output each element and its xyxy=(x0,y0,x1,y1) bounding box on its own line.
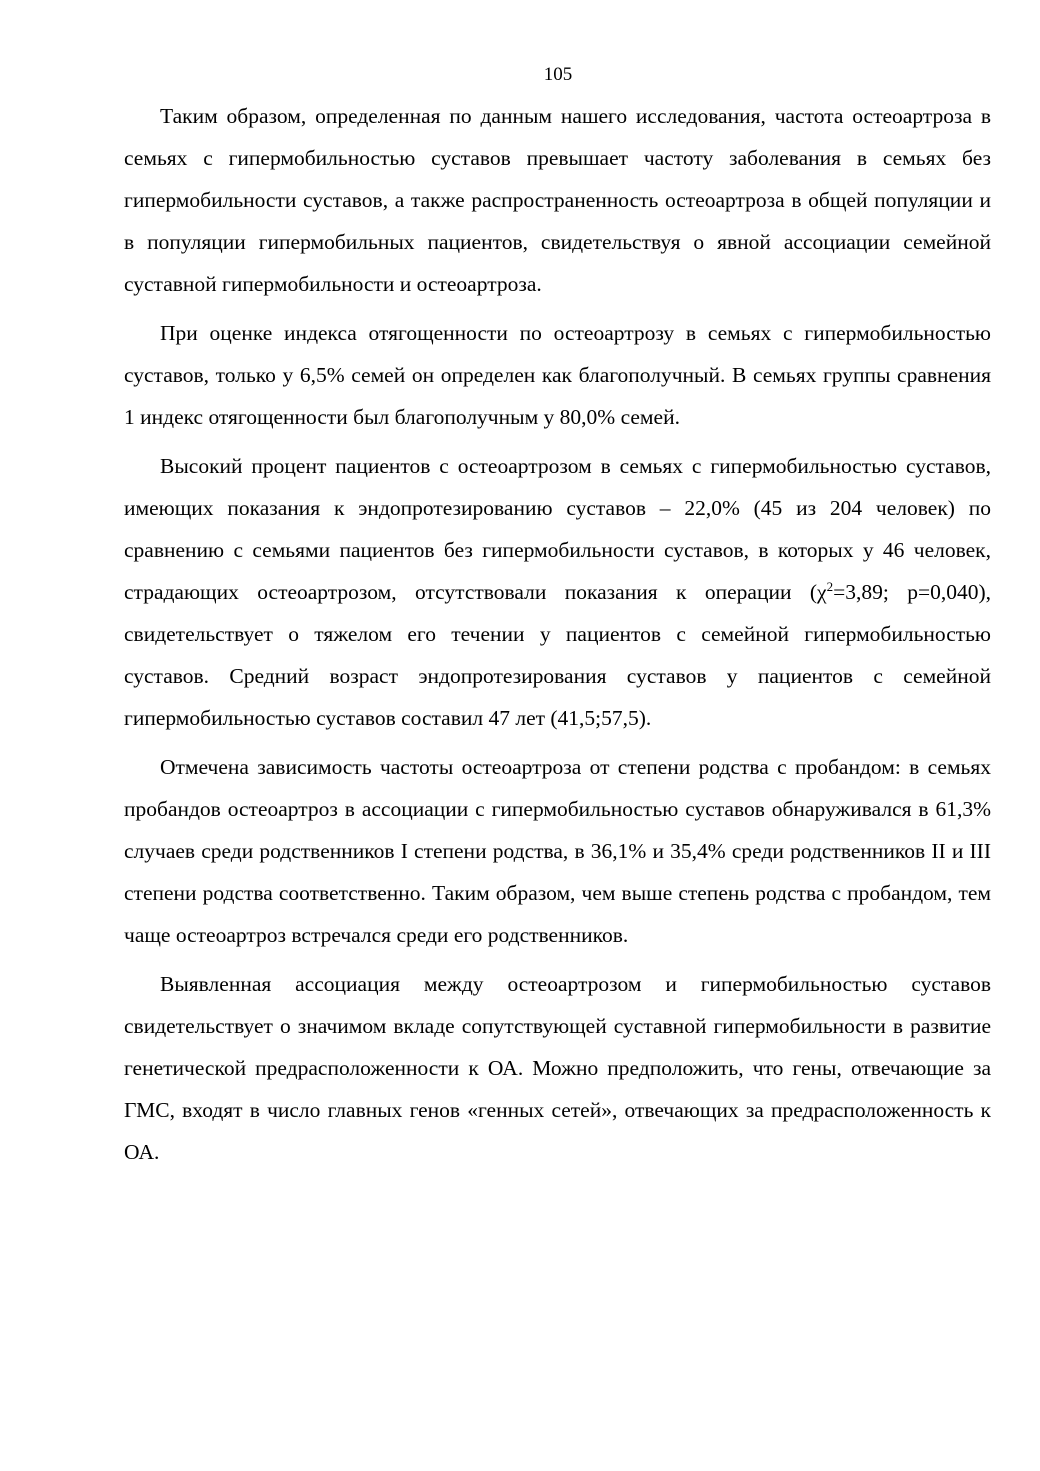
paragraph-endoprosthesis-text-before: Высокий процент пациентов с остеоартрозом в семьях с гипермобильностью суставов, имеющих показания к эндопротезированию суставов – 22,0% (45 из 204 человек) по сравнению с семьями пациентов без гипермобильности суставов, в которых у 46 человек, страдающих остеоартрозом, отсутствовали показания к операции (χ xyxy=(124,454,991,604)
paragraph-genetic-association: Выявленная ассоциация между остеоартрозом и гипермобильностью суставов свидетельствует о значимом вкладе сопутствующей суставной гипермобильности в развитие генетической предрасположенности к ОА. Можно предположить, что гены, отвечающие за ГМС, входят в число главных генов «генных сетей», отвечающих за предрасположенность к ОА. xyxy=(124,972,991,1164)
document-body xyxy=(124,95,991,1180)
paragraph-burden-index: При оценке индекса отягощенности по остеоартрозу в семьях с гипермобильностью суставов, только у 6,5% семей он определен как благополучный. В семьях группы сравнения 1 индекс отягощенности был благополучным у 80,0% семей. xyxy=(124,321,991,429)
paragraph-conclusion-frequency: Таким образом, определенная по данным нашего исследования, частота остеоартроза в семьях с гипермобильностью суставов превышает частоту заболевания в семьях без гипермобильности суставов, а также распространенность остеоартроза в общей популяции и в популяции гипермобильных пациентов, свидетельствуя о явной ассоциации семейной суставной гипермобильности и остеоартроза. xyxy=(124,104,991,296)
page-number: 105 xyxy=(543,64,573,85)
chi-square-superscript: 2 xyxy=(826,579,834,594)
paragraph-kinship-degree: Отмечена зависимость частоты остеоартроза от степени родства с пробандом: в семьях пробандов остеоартроз в ассоциации с гипермобильностью суставов обнаруживался в 61,3% случаев среди родственников I степени родства, в 36,1% и 35,4% среди родственников II и III степени родства соответственно. Таким образом, чем выше степень родства с пробандом, тем чаще остеоартроз встречался среди его родственников. xyxy=(124,755,991,947)
paragraph-endoprosthesis xyxy=(124,445,991,739)
paragraph-endoprosthesis-text-after: =3,89; p=0,040), свидетельствует о тяжелом его течении у пациентов с семейной гипермобильностью суставов. Средний возраст эндопротезирования суставов у пациентов с семейной гипермобильностью суставов составил 47 лет (41,5;57,5). xyxy=(124,580,991,730)
